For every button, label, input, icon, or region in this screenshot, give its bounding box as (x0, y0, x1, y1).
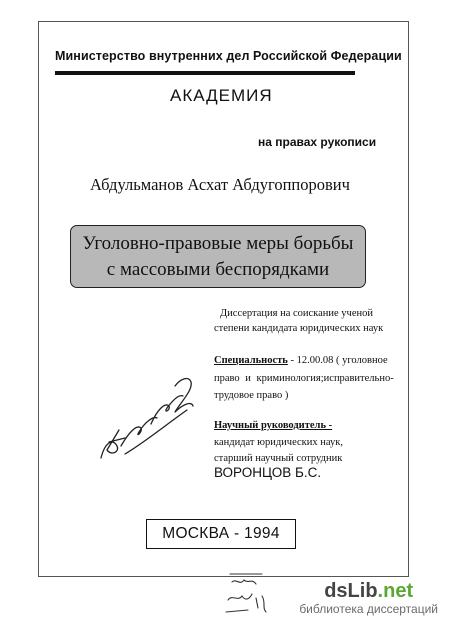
archive-mark-icon (222, 568, 282, 618)
dslib-watermark (299, 580, 438, 616)
specialty-line-1 (214, 355, 388, 366)
dslib-logo-text: dsLib (324, 580, 378, 602)
dslib-logo-domain: .net (377, 580, 414, 602)
signature-icon (95, 372, 205, 464)
specialty-line-2: право и криминология;исправительно- (214, 373, 394, 384)
ministry-heading: Министерство внутренних дел Российской Федерации (55, 49, 402, 63)
author-name: Абдульманов Асхат Абдугоппорович (90, 175, 350, 194)
header-rule (55, 71, 355, 75)
academy-heading: АКАДЕМИЯ (170, 86, 273, 105)
dslib-subtitle: библиотека диссертаций (299, 602, 438, 616)
supervisor-label-text: Научный руководитель - (214, 420, 333, 431)
city-year: МОСКВА - 1994 (162, 525, 280, 542)
manuscript-rights-note: на правах рукописи (258, 135, 377, 149)
dissertation-note-line-1: Диссертация на соискание ученой (220, 308, 373, 319)
dslib-logo (299, 580, 438, 602)
title-line-1: Уголовно-правовые меры борьбы (82, 232, 354, 254)
specialty-code: - 12.00.08 ( уголовное (287, 355, 388, 366)
supervisor-label (214, 420, 332, 431)
specialty-line-3: трудовое право ) (214, 390, 289, 401)
city-year-box (146, 519, 296, 549)
supervisor-degree: кандидат юридических наук, (214, 437, 343, 448)
supervisor-name: ВОРОНЦОВ Б.С. (214, 465, 322, 480)
dissertation-title-box (70, 225, 366, 288)
supervisor-position: старший научный сотрудник (214, 453, 343, 464)
specialty-label: Специальность (214, 355, 288, 366)
dissertation-note-line-2: степени кандидата юридических наук (214, 323, 384, 334)
title-line-2: с массовыми беспорядками (106, 258, 330, 280)
